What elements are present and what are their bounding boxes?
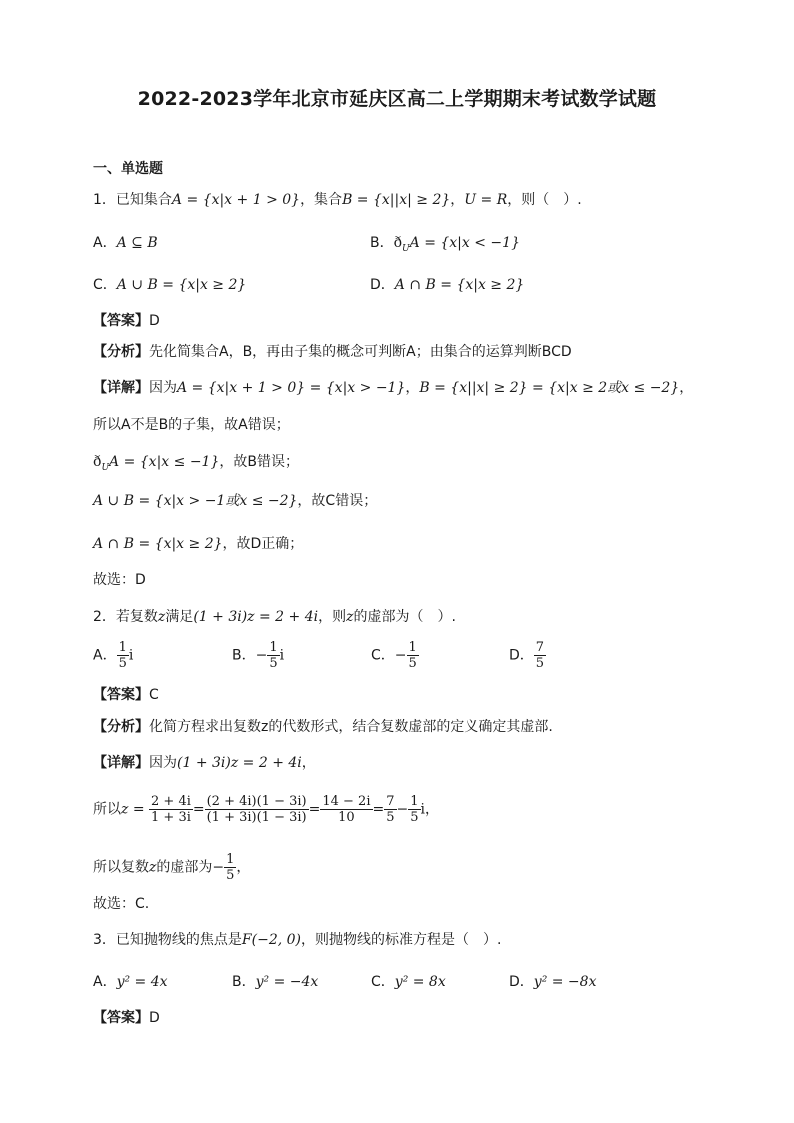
q1-detail-5: A ∩ B = {x|x ≥ 2}，故D正确； xyxy=(93,536,304,552)
q3-option-a: A．y² = 4x xyxy=(93,974,168,990)
q2-detail-2: 所以z = $\frac{2 + 4i}{1 + 3i}$ = $\frac{(2 + 4i)(1 - 3i)}{(1 + 3i)(1 - 3i)}$ = $\frac{14 - 2i}{10}$ = $\frac{7}{5}$ − $\frac{1}{5}$ i， xyxy=(93,794,440,825)
q1-stem: 1．已知集合A = {x|x + 1 > 0}，集合B = {x||x| ≥ 2}，U = R，则（ ）. xyxy=(93,192,582,208)
q3-option-c: C．y² = 8x xyxy=(371,974,446,990)
q1-detail-1: 【详解】因为A = {x|x + 1 > 0} = {x|x > −1}，B = {x||x| ≥ 2} = {x|x ≥ 2或x ≤ −2}， xyxy=(93,380,694,396)
q1-option-a: A．A ⊆ B xyxy=(93,235,158,251)
q1-option-c: C．A ∪ B = {x|x ≥ 2} xyxy=(93,277,247,293)
q2-option-c: C．− $\frac{1}{5}$ xyxy=(371,640,417,671)
set-a: A = {x|x + 1 > 0} xyxy=(171,192,301,208)
q1-answer: 【答案】D xyxy=(93,313,160,329)
q3-answer: 【答案】D xyxy=(93,1010,160,1026)
q2-detail-3: 所以复数z的虚部为− $\frac{1}{5}$ ， xyxy=(93,852,251,883)
universe: U = R xyxy=(464,192,508,208)
q1-detail-2: 所以A不是B的子集，故A错误； xyxy=(93,417,290,433)
q1-option-b: B．$ð_UA = \{x|x < -1\}$ xyxy=(370,235,520,254)
q3-stem: 3．已知抛物线的焦点是F(−2, 0)，则抛物线的标准方程是（ ）. xyxy=(93,932,502,948)
q2-answer: 【答案】C xyxy=(93,687,159,703)
q2-option-b: B．− $\frac{1}{5}$ i xyxy=(232,640,285,671)
q1-conclusion: 故选：D xyxy=(93,572,146,588)
page-title: 2022-2023学年北京市延庆区高二上学期期末考试数学试题 xyxy=(137,88,657,110)
q3-option-d: D．y² = −8x xyxy=(509,974,597,990)
q1-detail-3: $ð_UA = \{x|x \le -1\}$，故B错误； xyxy=(93,454,299,473)
section-heading: 一、单选题 xyxy=(93,161,163,177)
set-b: B = {x||x| ≥ 2} xyxy=(342,192,451,208)
q2-option-d: D． $\frac{7}{5}$ xyxy=(509,640,545,671)
q2-option-a: A． $\frac{1}{5}$ i xyxy=(93,640,134,671)
q2-stem: 2．若复数z满足(1 + 3i)z = 2 + 4i，则z的虚部为（ ）. xyxy=(93,609,456,625)
q1-detail-4: A ∪ B = {x|x > −1或x ≤ −2}，故C错误； xyxy=(93,493,378,509)
q1-analysis: 【分析】先化简集合A，B，再由子集的概念可判断A；由集合的运算判断BCD xyxy=(93,344,572,360)
q2-detail-1: 【详解】因为(1 + 3i)z = 2 + 4i， xyxy=(93,755,316,771)
q2-analysis: 【分析】化简方程求出复数z的代数形式，结合复数虚部的定义确定其虚部. xyxy=(93,719,553,735)
q3-option-b: B．y² = −4x xyxy=(232,974,319,990)
q2-conclusion: 故选：C. xyxy=(93,896,150,912)
q1-option-d: D．A ∩ B = {x|x ≥ 2} xyxy=(370,277,525,293)
